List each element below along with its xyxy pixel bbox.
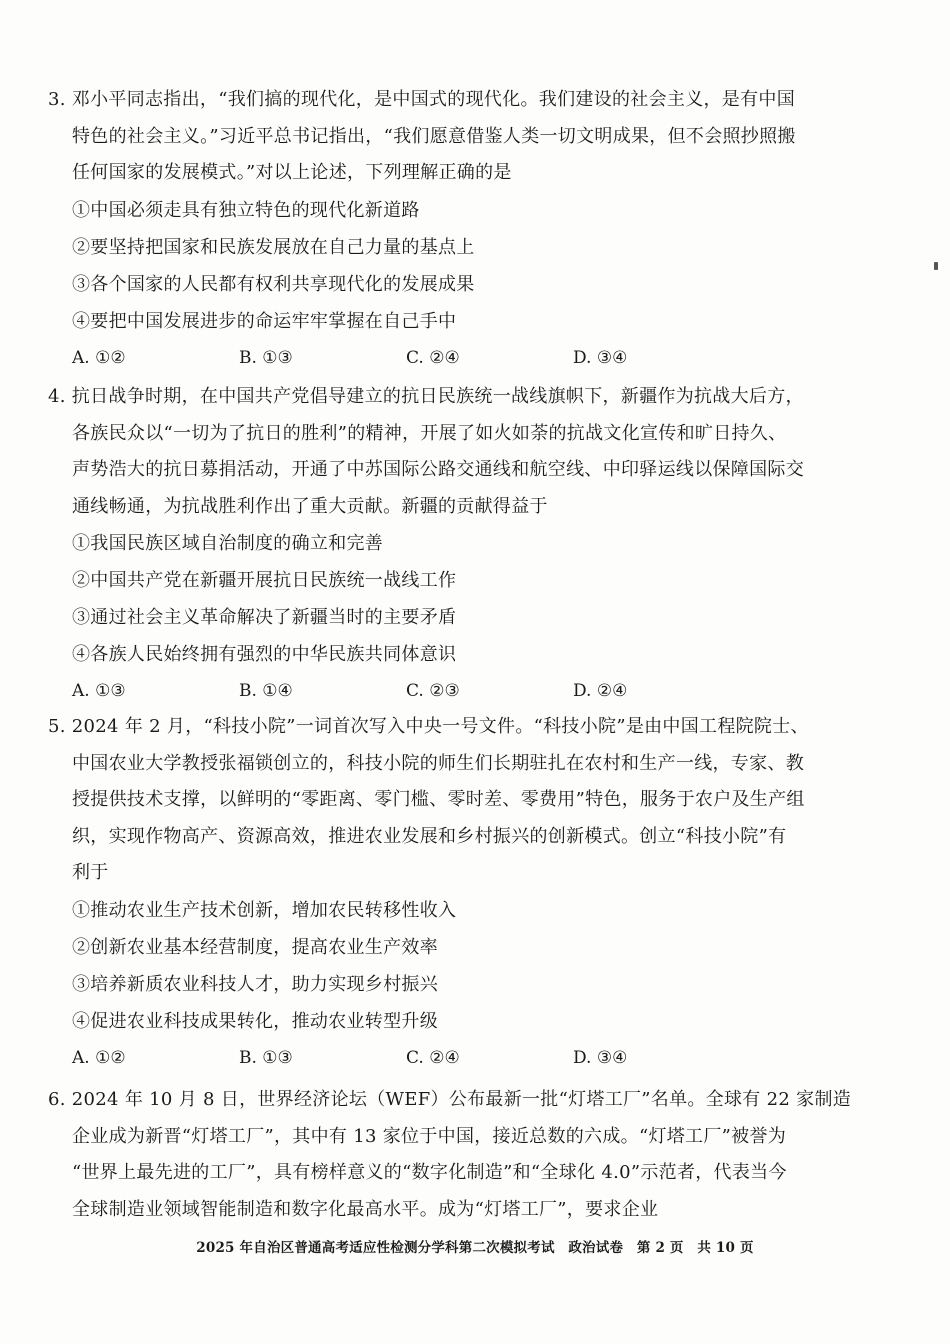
question-5 (48, 709, 808, 1077)
statement-option-3: ③培养新质农业科技人才，助力实现乡村振兴 (72, 973, 438, 995)
choice-c: C. ②④ (406, 347, 460, 368)
statement-option-4: ④各族人民始终拥有强烈的中华民族共同体意识 (72, 644, 457, 665)
choice-b: B. ①③ (239, 1047, 293, 1068)
answer-choices (48, 1040, 808, 1077)
statement-option-3: ③通过社会主义革命解决了新疆当时的主要矛盾 (72, 607, 457, 628)
scan-speck (934, 262, 938, 270)
statement-option-1: ①我国民族区域自治制度的确立和完善 (72, 533, 384, 554)
choice-d: D. ③④ (573, 347, 628, 368)
choice-d: D. ③④ (573, 1047, 628, 1068)
question-stem-line: 织，实现作物高产、资源高效，推进农业发展和乡村振兴的创新模式。创立“科技小院”有 (72, 825, 787, 847)
statement-option-2: ②中国共产党在新疆开展抗日民族统一战线工作 (72, 570, 457, 591)
answer-choices (48, 673, 808, 710)
statement-option-4: ④促进农业科技成果转化，推动农业转型升级 (72, 1010, 438, 1032)
choice-d: D. ②④ (573, 681, 628, 701)
choice-c: C. ②④ (406, 1047, 460, 1068)
question-stem-line: 6. 2024 年 10 月 8 日，世界经济论坛（WEF）公布最新一批“灯塔工厂”名单。全球有 22 家制造 (48, 1089, 852, 1110)
choice-a: A. ①② (72, 1047, 126, 1068)
statement-option-3: ③各个国家的人民都有权利共享现代化的发展成果 (72, 273, 475, 295)
page-footer: 2025 年自治区普通高考适应性检测分学科第二次模拟考试 政治试卷 第 2 页 共 10 页 (196, 1240, 754, 1256)
statement-option-4: ④要把中国发展进步的命运牢牢掌握在自己手中 (72, 310, 457, 332)
choice-a: A. ①② (72, 347, 126, 368)
choice-b: B. ①③ (239, 347, 293, 368)
question-stem-line: 任何国家的发展模式。”对以上论述，下列理解正确的是 (72, 162, 512, 183)
question-stem-line: 4. 抗日战争时期，在中国共产党倡导建立的抗日民族统一战线旗帜下，新疆作为抗战大后方， (48, 386, 804, 407)
question-stem-line: 3. 邓小平同志指出，“我们搞的现代化，是中国式的现代化。我们建设的社会主义，是有中国 (48, 89, 795, 110)
statement-option-2: ②要坚持把国家和民族发展放在自己力量的基点上 (72, 236, 475, 258)
question-stem-line: 利于 (72, 862, 109, 883)
statement-option-1: ①推动农业生产技术创新，增加农民转移性收入 (72, 899, 457, 921)
statement-option-1: ①中国必须走具有独立特色的现代化新道路 (72, 199, 420, 221)
statement-option-2: ②创新农业基本经营制度，提高农业生产效率 (72, 936, 438, 958)
answer-choices (48, 340, 808, 377)
question-stem-line: 5. 2024 年 2 月，“科技小院”一词首次写入中央一号文件。“科技小院”是由中国工程院院士、 (48, 716, 809, 737)
choice-a: A. ①③ (72, 681, 126, 701)
choice-c: C. ②③ (406, 681, 460, 701)
question-4 (48, 379, 808, 710)
question-stem-line: 通线畅通，为抗战胜利作出了重大贡献。新疆的贡献得益于 (72, 495, 548, 517)
question-stem-line: 各族民众以“一切为了抗日的胜利”的精神，开展了如火如荼的抗战文化宣传和旷日持久、 (72, 422, 787, 444)
question-stem-line: 特色的社会主义。”习近平总书记指出，“我们愿意借鉴人类一切文明成果，但不会照抄照搬 (72, 125, 796, 147)
question-6 (48, 1082, 852, 1228)
question-stem-line: 全球制造业领域智能制造和数字化最高水平。成为“灯塔工厂”，要求企业 (72, 1198, 659, 1220)
question-stem-line: 中国农业大学教授张福锁创立的，科技小院的师生们长期驻扎在农村和生产一线，专家、教 (72, 752, 804, 774)
question-stem-line: 授提供技术支撑，以鲜明的“零距离、零门槛、零时差、零费用”特色，服务于农户及生产组 (72, 789, 805, 810)
question-3 (48, 82, 808, 377)
choice-b: B. ①④ (239, 681, 293, 701)
question-stem-line: 企业成为新晋“灯塔工厂”，其中有 13 家位于中国，接近总数的六成。“灯塔工厂”被誉为 (72, 1125, 787, 1147)
question-stem-line: 声势浩大的抗日募捐活动，开通了中苏国际公路交通线和航空线、中印驿运线以保障国际交 (72, 459, 804, 480)
question-stem-line: “世界上最先进的工厂”，具有榜样意义的“数字化制造”和“全球化 4.0”示范者，代表当今 (72, 1162, 787, 1183)
